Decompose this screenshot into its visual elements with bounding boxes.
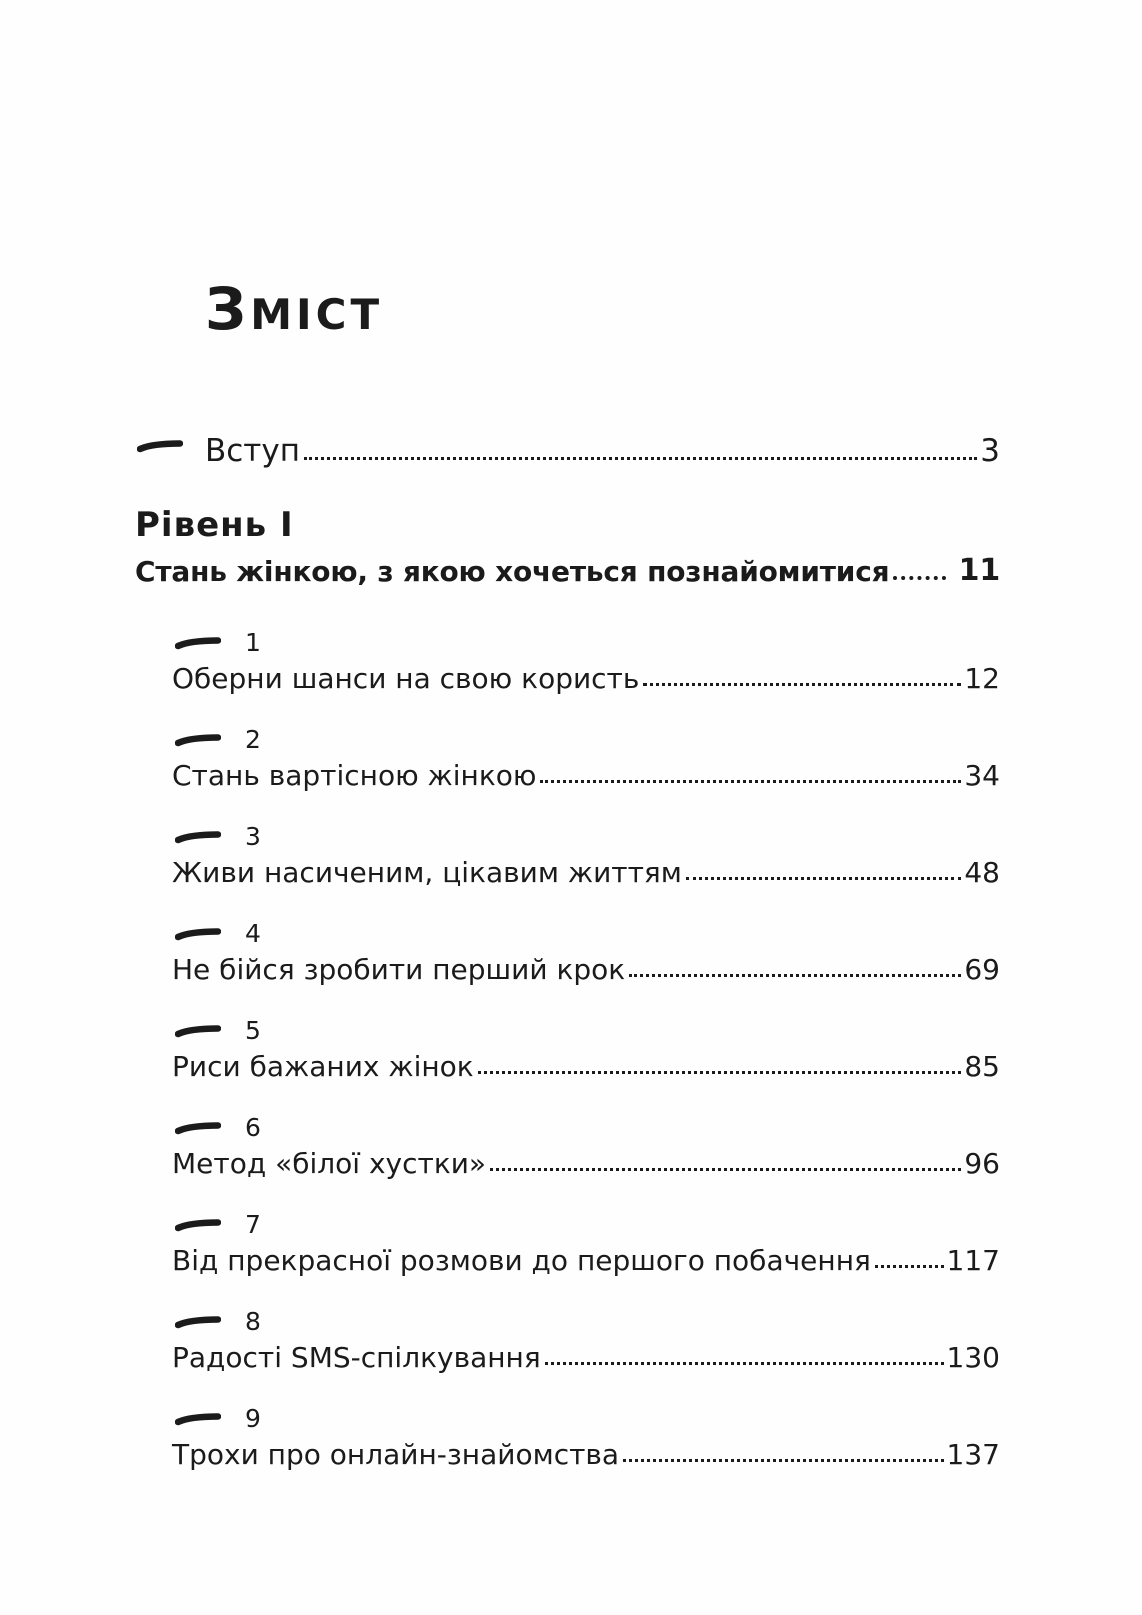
chapter-page-number: 48: [964, 856, 1000, 889]
toc-chapter: [135, 626, 1000, 723]
chapter-page-number: 117: [946, 1244, 1000, 1277]
chapter-page-number: 12: [964, 662, 1000, 695]
chapter-number: 4: [245, 919, 261, 948]
chapter-number-row: [135, 917, 1000, 950]
chapter-number: 3: [245, 822, 261, 851]
page-title: ЗМІСТ: [205, 275, 384, 344]
section-title: Стань жінкою, з якою хочеться познайомитися: [135, 555, 890, 588]
chapter-entry-row: [135, 1341, 1000, 1374]
chapter-entry-row: [135, 1050, 1000, 1083]
section-page-number: 11: [958, 553, 1000, 588]
toc-chapter: [135, 1014, 1000, 1111]
dash-icon: [175, 733, 221, 747]
chapter-number-row: [135, 1111, 1000, 1144]
chapter-title: Оберни шанси на свою користь: [172, 662, 640, 695]
intro-page-number: 3: [980, 433, 1000, 469]
chapter-title: Живи насиченим, цікавим життям: [172, 856, 682, 889]
chapter-entry-row: [135, 856, 1000, 889]
chapter-number: 9: [245, 1404, 261, 1433]
dot-leader: [893, 576, 945, 580]
dash-icon: [175, 830, 221, 844]
section-kicker: Рівень I: [135, 505, 294, 545]
dash-icon: [175, 1412, 221, 1426]
chapter-number-row: [135, 723, 1000, 756]
dash-icon: [175, 1315, 221, 1329]
chapter-list: [135, 626, 1000, 1499]
chapter-page-number: 34: [964, 759, 1000, 792]
chapter-number: 1: [245, 628, 261, 657]
dash-icon: [175, 636, 221, 650]
chapter-title: Радості SMS-спілкування: [172, 1341, 541, 1374]
chapter-number: 5: [245, 1016, 261, 1045]
chapter-number: 6: [245, 1113, 261, 1142]
toc-chapter: [135, 1402, 1000, 1499]
chapter-number-row: [135, 1402, 1000, 1435]
toc-chapter: [135, 1111, 1000, 1208]
dot-leader: [643, 683, 961, 686]
dot-leader: [875, 1265, 944, 1268]
chapter-entry-row: [135, 759, 1000, 792]
chapter-number-row: [135, 1305, 1000, 1338]
chapter-page-number: 130: [946, 1341, 1000, 1374]
dot-leader: [490, 1168, 961, 1171]
chapter-entry-row: [135, 662, 1000, 695]
chapter-number-row: [135, 820, 1000, 853]
intro-label: Вступ: [205, 433, 300, 469]
chapter-number-row: [135, 1208, 1000, 1241]
dot-leader: [304, 457, 977, 460]
chapter-entry-row: [135, 953, 1000, 986]
chapter-number-row: [135, 1014, 1000, 1047]
dash-icon: [175, 1024, 221, 1038]
chapter-title: Стань вартісною жінкою: [172, 759, 537, 792]
chapter-number: 2: [245, 725, 261, 754]
chapter-page-number: 137: [946, 1438, 1000, 1471]
chapter-title: Від прекрасної розмови до першого побачення: [172, 1244, 871, 1277]
chapter-title: Не бійся зробити перший крок: [172, 953, 626, 986]
toc-chapter: [135, 1208, 1000, 1305]
dot-leader: [478, 1071, 962, 1074]
dot-leader: [540, 780, 961, 783]
toc-chapter: [135, 1305, 1000, 1402]
chapter-number: 7: [245, 1210, 261, 1239]
section-heading: [135, 506, 1000, 588]
dot-leader: [545, 1362, 944, 1365]
chapter-title: Трохи про онлайн-знайомства: [172, 1438, 620, 1471]
section-title-row: [135, 553, 1000, 588]
dash-icon: [175, 927, 221, 941]
chapter-title: Метод «білої хустки»: [172, 1147, 487, 1180]
chapter-title: Риси бажаних жінок: [172, 1050, 474, 1083]
chapter-page-number: 96: [964, 1147, 1000, 1180]
dash-icon: [175, 1218, 221, 1232]
toc-entry-intro: [137, 433, 1000, 469]
chapter-number: 8: [245, 1307, 261, 1336]
toc-chapter: [135, 820, 1000, 917]
toc-chapter: [135, 723, 1000, 820]
chapter-entry-row: [135, 1244, 1000, 1277]
chapter-entry-row: [135, 1147, 1000, 1180]
toc-chapter: [135, 917, 1000, 1014]
chapter-page-number: 69: [964, 953, 1000, 986]
dot-leader: [623, 1459, 943, 1462]
chapter-number-row: [135, 626, 1000, 659]
dash-icon: [137, 439, 183, 453]
dash-icon: [175, 1121, 221, 1135]
chapter-page-number: 85: [964, 1050, 1000, 1083]
chapter-entry-row: [135, 1438, 1000, 1471]
dot-leader: [686, 877, 962, 880]
dot-leader: [629, 974, 961, 977]
